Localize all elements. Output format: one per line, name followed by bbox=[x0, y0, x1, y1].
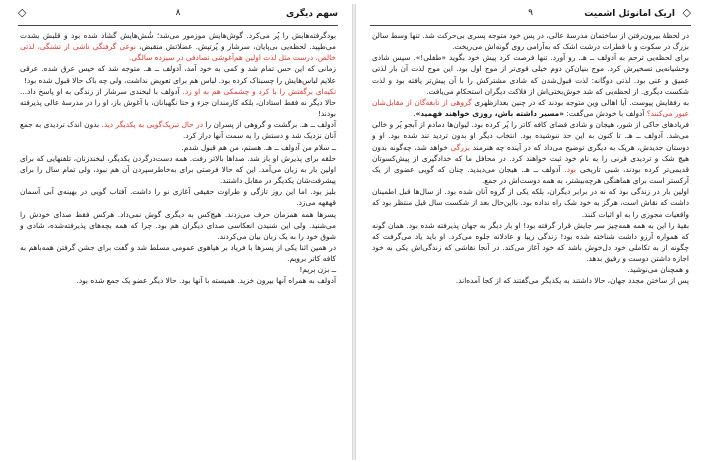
paragraph bbox=[20, 86, 336, 119]
text-run: آدولف ــ هـ. هیجان می‌دیدید. چنان که گویی عضوی از یک آرکستر است برای هماهنگی هرچه‌بیشتر، به همه دوست‌اش در جمع. bbox=[372, 164, 689, 186]
highlighted-text: بود. bbox=[564, 164, 576, 174]
highlighted-text: نوعی گرفتگی ناشی از تشنگی، لذتی خالص، درست مثل لذت اولین هم‌آغوشی تصادفی در سیزده سالگی. bbox=[20, 42, 336, 63]
text-run: پسرها همه همزمان حرف می‌زدند. هیچ‌کس به دیگری گوش نمی‌داد. هرکس فقط صدای خودش را می‌شنید. ولی این شنیدن انعکاسی صدای دیگران هم بود. چرا که همه بچه‌های پذیرفته‌شده، شادی و شوق خود را به یک زبان بیان می‌کردند. bbox=[20, 209, 336, 241]
paragraph bbox=[20, 142, 336, 153]
paragraph bbox=[372, 264, 689, 275]
paragraph bbox=[372, 186, 689, 219]
text-run: «مسیر داشته باش، روزی خواهند فهمید» bbox=[415, 109, 565, 119]
running-title: سهم دیگری bbox=[285, 9, 338, 19]
text-run: خواهد شد، چه‌گونه بدون هیچ شک و تردیدی قرنی را به نام خود ثبت خواهند کرد. در محافل ما که خدادگیری از پیش‌کسوتان قدیمی‌تر کرده بودند، شبی تاریخی bbox=[372, 142, 689, 174]
page-number: ۹ bbox=[528, 8, 533, 18]
right-page bbox=[356, 0, 709, 462]
highlighted-text: بزرگی bbox=[450, 142, 470, 152]
text-run: بودگرفته‌هایش را پُر می‌کرد. گوش‌هایش موزمور می‌شد؛ شُش‌هایش گشاد شده بود و قلبش بشدت می‌طپید. لحظه‌یی بی‌پایان، سرشار و پُرتپش. عضلاتش منقبض، bbox=[20, 31, 337, 52]
page-number: ۸ bbox=[175, 8, 181, 18]
text-run: به رفقایش پیوست. آیا اهالی وین متوجه بودند که در چنین بعدازظهری bbox=[471, 97, 690, 107]
text-run: و همچنان می‌نوشید. bbox=[627, 265, 689, 275]
right-page-body bbox=[372, 30, 689, 287]
highlighted-text: تکیه‌ای برگفتش را با کرد و چشمکی هم به او زد. bbox=[182, 86, 337, 96]
text-run: اولین بار در زندگی بود که نه در برابر دیگران، بلکه یکی از گروه آنان شده بود. از سال‌ها قبل اطمینان داشت که نقاش است، هرگز به خود شک راه نداده بود. بااین‌حال بعد از شکست سال قبل منتظر بود که واقعیات مجوزی را به او اثبات کنند. bbox=[372, 187, 689, 219]
text-run: پس از ساختن مجدد جهان، حالا داشتند به یکدیگر می‌گفتند که از کجا آمده‌اند. bbox=[455, 276, 689, 286]
left-page-body bbox=[20, 30, 336, 287]
paragraph bbox=[372, 275, 689, 286]
highlighted-text: گروهی از نابغه‌گان از مقابل‌شان عبور می‌کنند؟ bbox=[372, 97, 689, 119]
left-page bbox=[0, 0, 352, 462]
paragraph bbox=[20, 275, 336, 286]
paragraph bbox=[20, 119, 336, 141]
paragraph bbox=[372, 97, 689, 119]
text-run: حلقه برای پذیرش او باز شد. صداها بالاتر رفت. همه دست‌درگردن یکدیگر، لبخندزنان، تلفنهایی که برای اولین بار به زبان می‌آمد. این که حالا فرصتی برای به‌خاطرسپردن آن هم نبود، ولی تمام سال را برای پیشرفت‌شان یکدیگر در مقابل داشتند. bbox=[20, 153, 336, 186]
paragraph bbox=[20, 30, 336, 63]
paragraph bbox=[372, 220, 689, 265]
text-run: در لحظهٔ بیرون‌رفتن از ساختمان مدرسهٔ عالی، در پس خود متوجه پسری بی‌حرکت شد. تنها وسط سالن بزرگ در سکوت و با قطرات درشت اشک که به‌آرامی روی گونه‌اش می‌ریخت. bbox=[372, 31, 689, 52]
highlighted-text: در حال تبریک‌گویی به یکدیگر دید. bbox=[101, 120, 204, 130]
text-run: برای لحظه‌یی ترحم به آدولف ــ هـ. رو آورد. تنها فرصت کرد پیش خود بگوید «طفلی!». سپس شادی وحشیانه‌یی تسخیرش کرد. موج بنیان‌کن دوم خیلی قوی‌تر از موج اول بود. این موج لذت آن بار لذتی عمیق و عنی بود. لذتی دوگانه: لذت قبول‌شدن که شادی مشترکش را با آن پیش‌تر یافته بود و لذت شکست دیگری. از لحظه‌یی که شد خوش‌بختی‌اش از فلاکت دیگران استحکام می‌یافت. bbox=[372, 53, 689, 96]
text-run: ــ بزن بریم! bbox=[299, 265, 336, 275]
paragraph bbox=[20, 209, 336, 242]
text-run: بلیز بود. اما این روز تازگی و طراوت حقیقی آغازی نو را داشت. آفتاب گویی در بهینه‌ی آبی آسمان قهقهه می‌زد. bbox=[20, 187, 336, 208]
text-run: . bbox=[413, 109, 416, 119]
text-run: بدون اندک تردیدی به جمع آنان نزدیک شد و دستش را به سمت آنها دراز کرد. bbox=[20, 120, 336, 141]
text-run: ــ سلام من آدولف ــ هـ. هستم، من هم قبول شدم. bbox=[181, 142, 336, 152]
paragraph bbox=[20, 63, 336, 85]
text-run: آدولف با لبخندی سرشار از زندگی به او پاسخ داد... حالا دیگر نه فقط استادان، بلکه کارمندان جزء و حتا نگهبانان، با آغوش باز، او را در مدرسهٔ عالی پذیرفته بودند! bbox=[20, 86, 336, 119]
paragraph bbox=[372, 119, 689, 186]
header-rule bbox=[370, 25, 691, 26]
paragraph bbox=[20, 264, 336, 275]
text-run: فریادهای حاکی از شور، هیجان و شادی فضای کافه کاتر را پُر کرده بود. لیوان‌ها دمادم از آبجو پُر و خالی می‌شد. آدولف ــ هـ. تا کنون به این حد ننوشیده بود. انتخاب دیگر او بدون تردید تند شده بود. او و دوستان جدیدش، هریک به دیگری توضیح می‌داد که در آینده چه هنرمند bbox=[372, 120, 689, 152]
paragraph bbox=[20, 242, 336, 264]
text-run: بقیهٔ را این به همه همه‌چیز سر جایش قرار گرفته بود! او بار دیگر به جهان پذیرفته شده بود. همان گونه که همواره آرزو داشت شناخته شده بود! زندگی زیبا و عادلانه جلوه می‌کرد. او باید یاد می‌گرفت که چگونه از به تکاملی خود دل‌خوش باشد که خود آغاز می‌کند. در آنجا نقاشی که زندگی‌اش یکی به خود اجازه داشتن دوست و رفیق بدهد. bbox=[372, 220, 689, 264]
text-run: آدولف با خودش می‌گفت: bbox=[564, 109, 647, 119]
running-title: اریک امانوئل اشمیت bbox=[584, 9, 675, 19]
paragraph bbox=[372, 30, 689, 52]
header-rule bbox=[18, 25, 338, 26]
right-page-header bbox=[370, 6, 691, 24]
paragraph bbox=[372, 52, 689, 97]
diamond-ornament-icon: ◇ bbox=[682, 6, 691, 19]
text-run: در همین اثنا یکی از پسرها با فریاد بر هیاهوی عمومی مسلط شد و گفت برای جشن گرفتن همه‌باهم به کافه کاتر برویم. bbox=[20, 242, 336, 264]
text-run: زمانی که این حس تمام شد و کمی به خود آمد، آدولف ــ هـ. متوجه شد که خیس عرق شده. عرقی علایم لباس‌هایش را چسبناک کرده بود. لباس هم برای تعویض نداشت، ولی چه باک حالا قبول شده بود! bbox=[20, 64, 336, 85]
paragraph bbox=[20, 186, 336, 208]
left-page-header bbox=[18, 6, 338, 24]
text-run: آدولف به همراه آنها بیرون خزید. همیسته با آنها بود. حالا دیگر عضو یک جمع شده بود. bbox=[76, 276, 336, 286]
paragraph bbox=[20, 153, 336, 186]
text-run: آدولف ــ هـ. برگشت و گروهی از پسران را bbox=[203, 120, 336, 130]
diamond-ornament-icon: ◇ bbox=[18, 6, 27, 19]
